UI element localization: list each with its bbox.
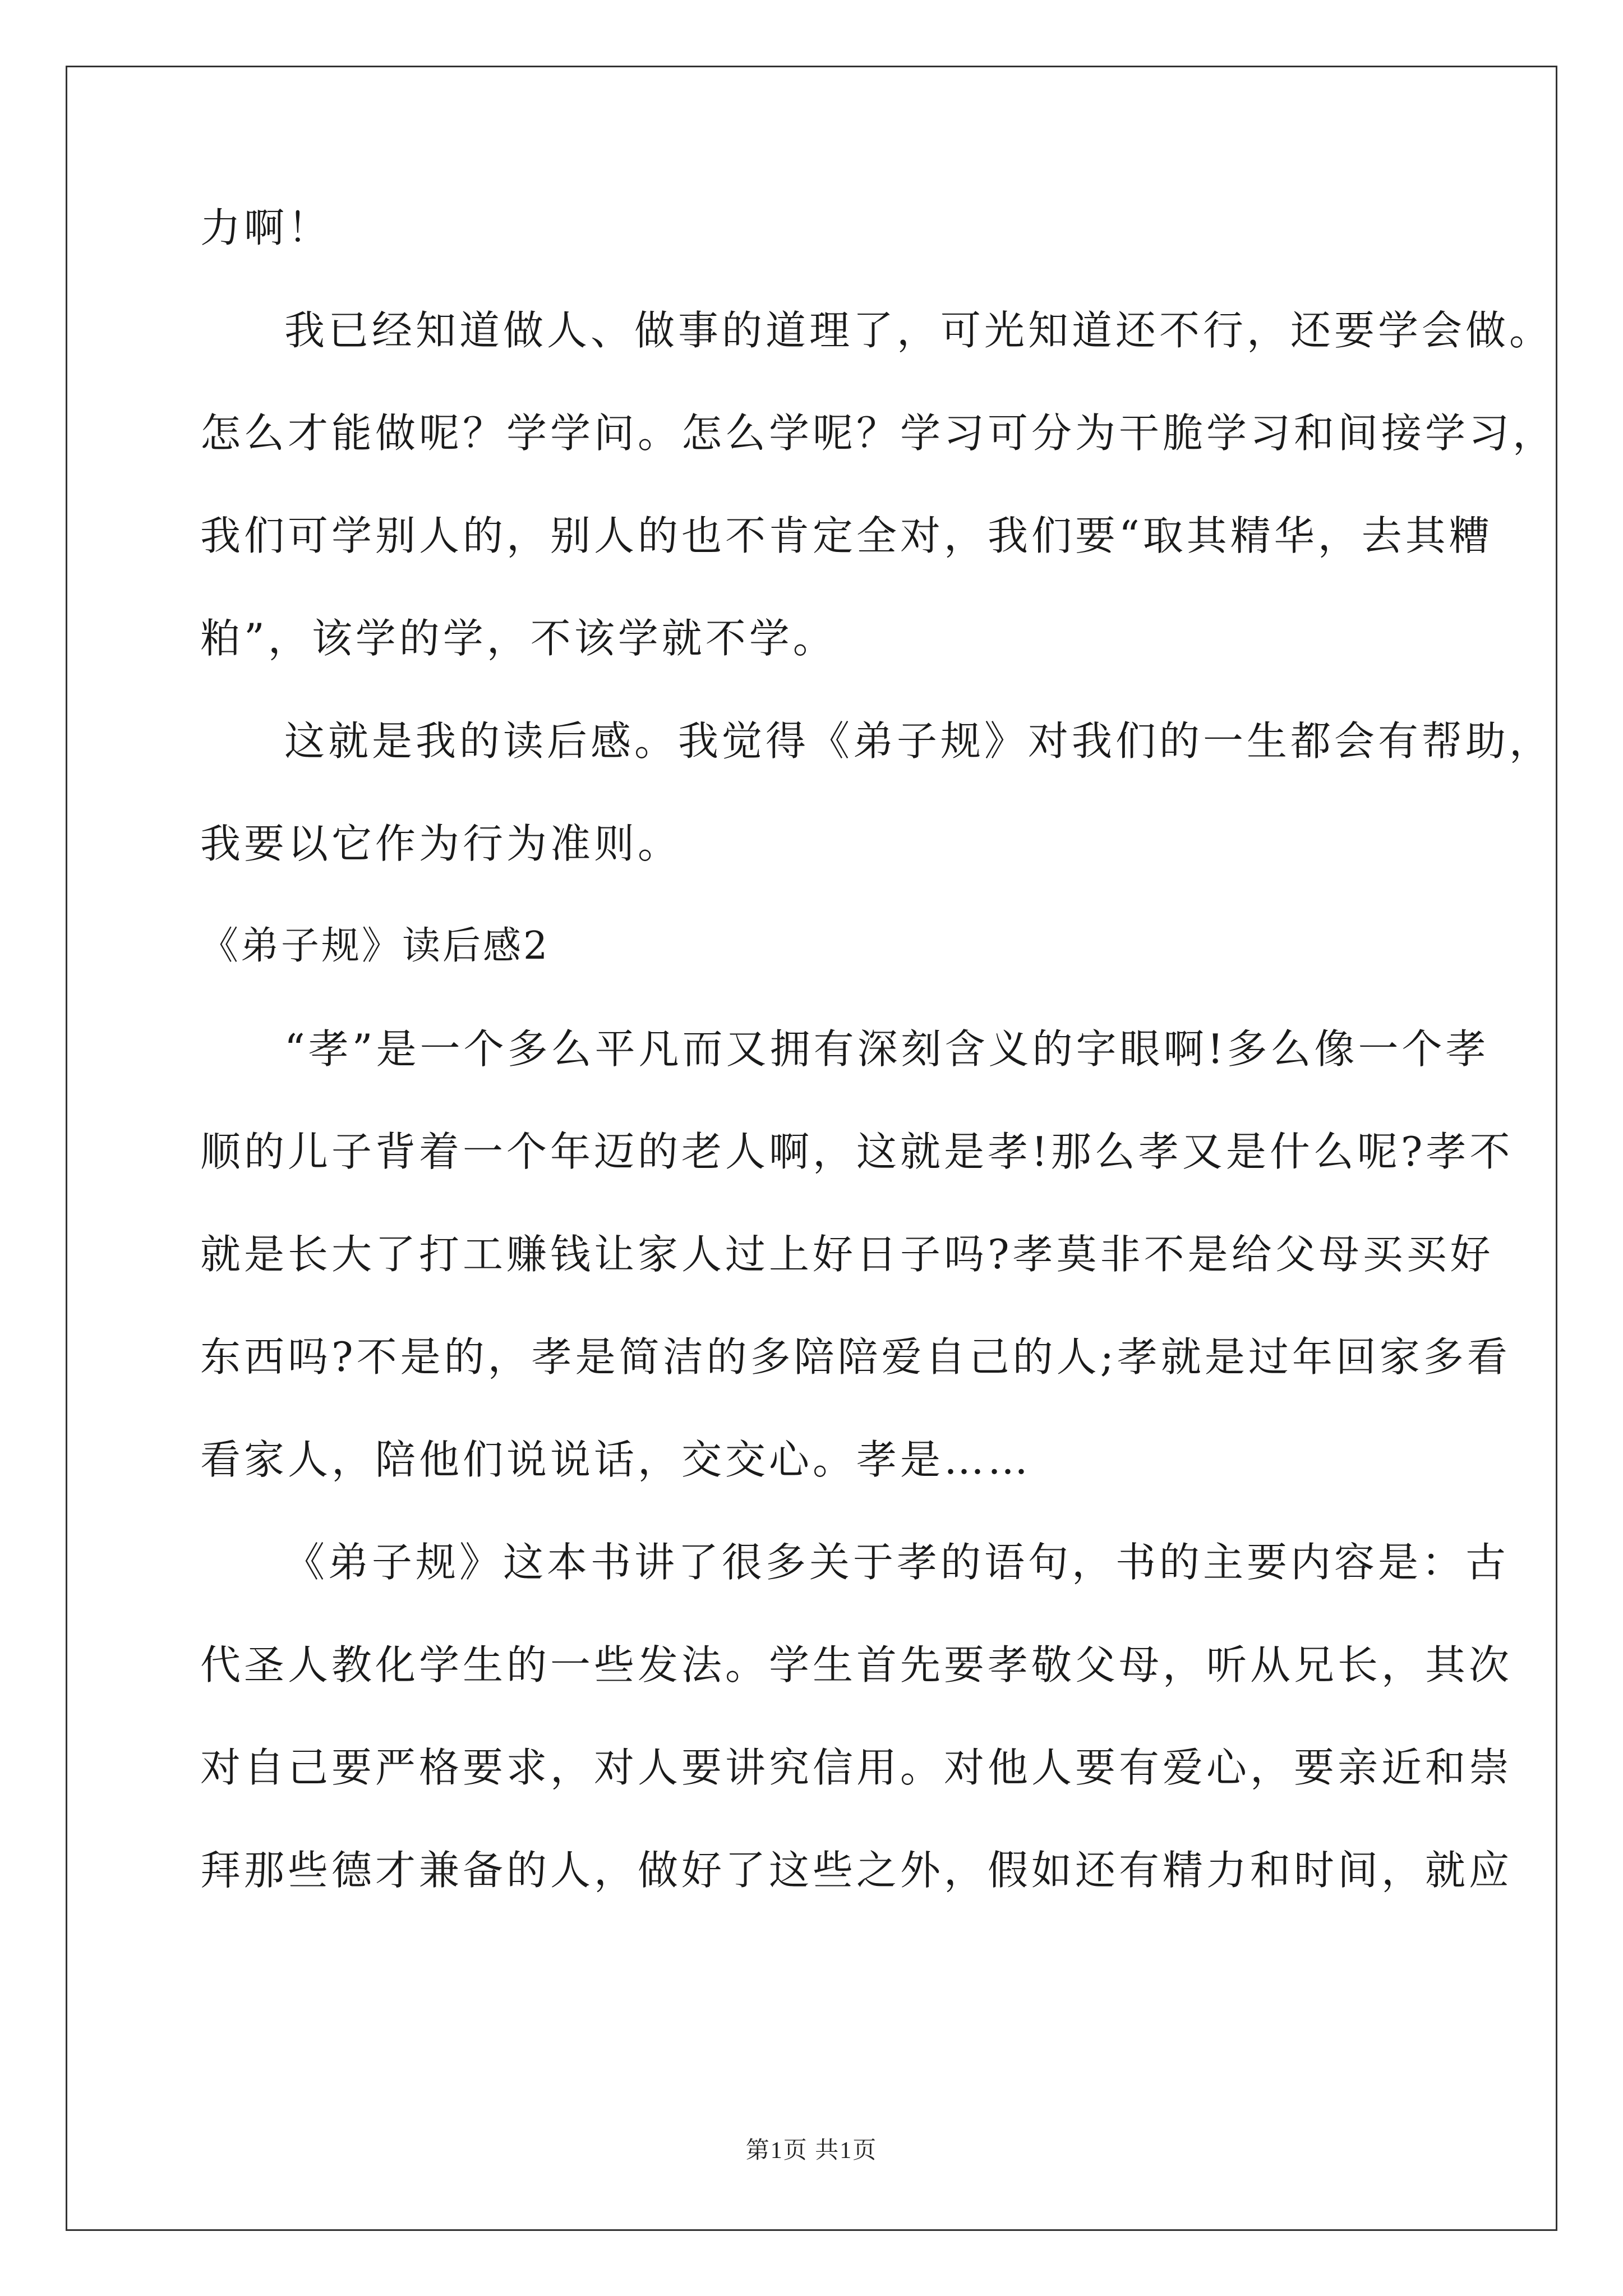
section-title: 《弟子规》读后感2 bbox=[200, 924, 550, 968]
text-line: 对自己要严格要求，对人要讲究信用。对他人要有爱心，要亲近和崇 bbox=[200, 1744, 1513, 1791]
text-line: 就是长大了打工赚钱让家人过上好日子吗?孝莫非不是给父母买买好 bbox=[200, 1231, 1494, 1278]
text-line: 拜那些德才兼备的人，做好了这些之外，假如还有精力和时间，就应 bbox=[200, 1847, 1513, 1894]
text-line: 粕”，该学的学，不该学就不学。 bbox=[200, 615, 837, 662]
text-line: 力啊！ bbox=[200, 204, 332, 251]
text-line: 顺的儿子背着一个年迈的老人啊，这就是孝!那么孝又是什么呢?孝不 bbox=[200, 1128, 1514, 1175]
text-line: 我要以它作为行为准则。 bbox=[200, 820, 682, 867]
page-footer: 第1页 共1页 bbox=[745, 2138, 878, 2164]
text-line: 怎么才能做呢？学学问。怎么学呢？学习可分为干脆学习和间接学习， bbox=[200, 409, 1557, 457]
text-line: 我们可学别人的，别人的也不肯定全对，我们要“取其精华，去其糟 bbox=[200, 512, 1493, 559]
text-line: 看家人，陪他们说说话，交交心。孝是…… bbox=[200, 1436, 1032, 1483]
text-line: 东西吗?不是的，孝是简洁的多陪陪爱自己的人;孝就是过年回家多看 bbox=[200, 1333, 1511, 1381]
text-line: 《弟子规》这本书讲了很多关于孝的语句，书的主要内容是：古 bbox=[284, 1539, 1510, 1586]
document-body bbox=[200, 204, 1557, 1953]
text-line: “孝”是一个多么平凡而又拥有深刻含义的字眼啊!多么像一个孝 bbox=[284, 1025, 1490, 1073]
text-line: 代圣人教化学生的一些发法。学生首先要孝敬父母，听从兄长，其次 bbox=[200, 1641, 1513, 1688]
text-line: 这就是我的读后感。我觉得《弟子规》对我们的一生都会有帮助， bbox=[284, 717, 1553, 765]
text-line: 我已经知道做人、做事的道理了，可光知道还不行，还要学会做。 bbox=[284, 307, 1553, 354]
